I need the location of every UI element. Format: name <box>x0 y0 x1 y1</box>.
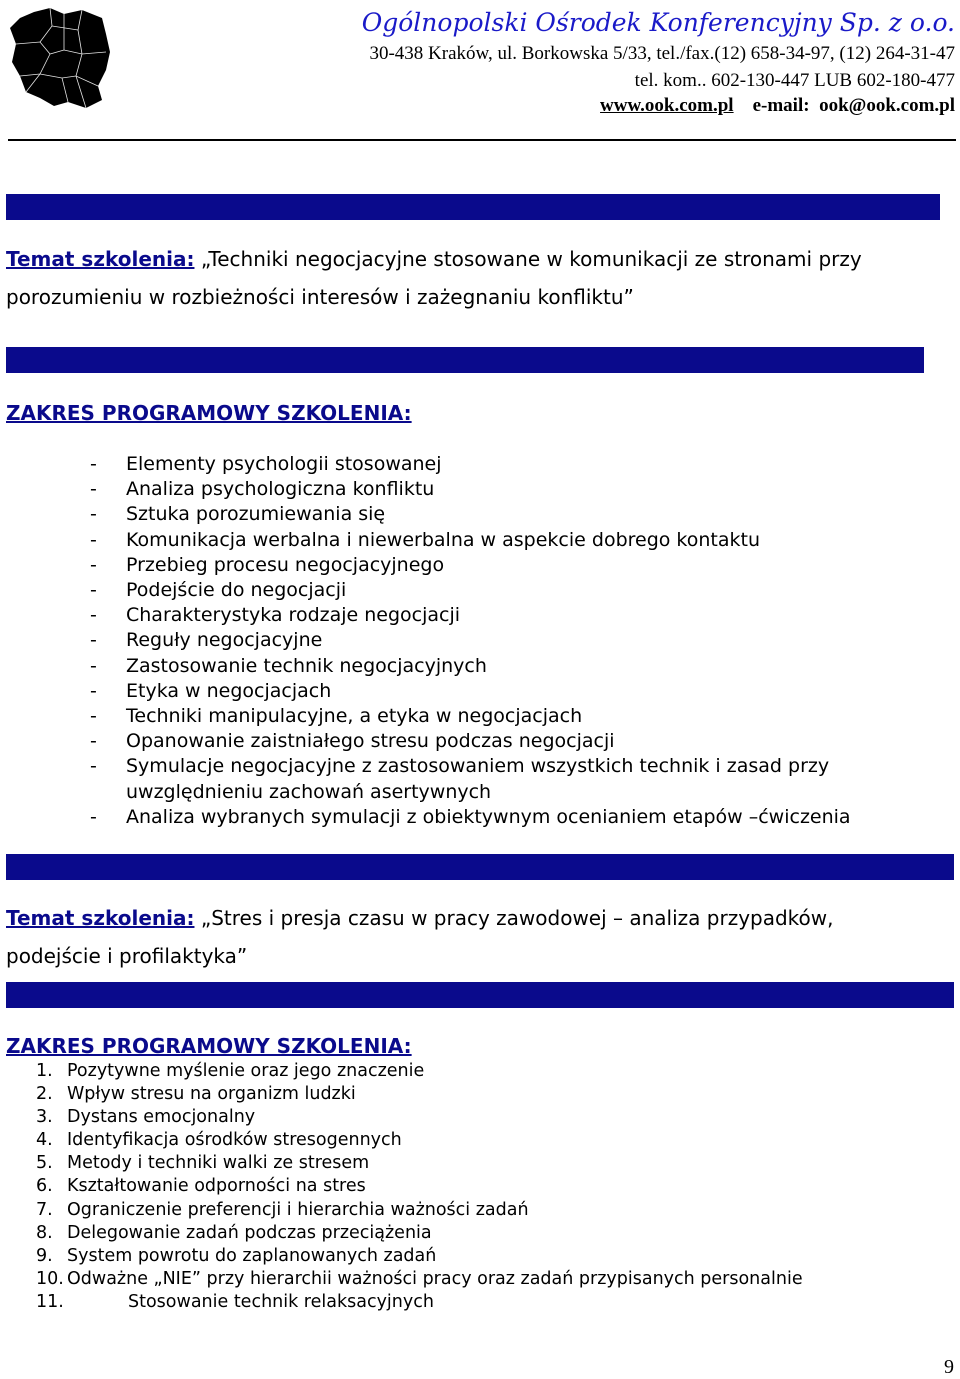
list-item-text: Zastosowanie technik negocjacyjnych <box>126 654 487 677</box>
list-item <box>90 603 950 628</box>
list-item-text: Reguły negocjacyjne <box>126 629 323 652</box>
blue-divider-bar <box>6 982 954 1008</box>
dash-bullet: - <box>90 453 97 475</box>
list-item-text: Kształtowanie odporności na stres <box>67 1176 366 1197</box>
list-item <box>36 1152 936 1175</box>
list-item-text: Podejście do negocjacji <box>126 579 347 602</box>
dash-bullet: - <box>90 679 97 702</box>
dash-bullet: - <box>90 654 97 677</box>
program-scope-heading: ZAKRES PROGRAMOWY SZKOLENIA: <box>6 1034 412 1058</box>
list-item-text: Odważne „NIE” przy hierarchii ważności pracy oraz zadań przypisanych personalnie <box>67 1268 803 1289</box>
list-item-number: 3. <box>36 1107 53 1128</box>
list-item <box>90 654 950 679</box>
dash-bullet: - <box>90 503 97 526</box>
list-item <box>90 805 950 830</box>
blue-divider-bar <box>6 194 940 220</box>
list-item <box>36 1222 936 1245</box>
list-item <box>36 1083 936 1106</box>
list-item <box>36 1175 936 1198</box>
dash-bullet: - <box>90 553 97 576</box>
list-item <box>36 1129 936 1152</box>
email-address[interactable]: ook@ook.com.pl <box>819 95 955 116</box>
list-item-number: 4. <box>36 1130 53 1151</box>
list-item-text: Elementy psychologii stosowanej <box>126 453 442 475</box>
list-item-text: Analiza wybranych symulacji z obiektywnym ocenianiem etapów –ćwiczenia <box>126 805 851 828</box>
topic-label: Temat szkolenia: <box>6 247 195 271</box>
header-address: 30-438 Kraków, ul. Borkowska 5/33, tel./fax.(12) 658-34-97, (12) 264-31-47 <box>369 43 955 64</box>
header-contact-line <box>300 95 955 117</box>
website-link[interactable]: www.ook.com.pl <box>600 95 734 116</box>
list-item <box>90 704 950 729</box>
list-item-number: 11. <box>36 1291 64 1312</box>
blue-divider-bar <box>6 854 954 880</box>
list-item-text: Delegowanie zadań podczas przeciążenia <box>67 1222 432 1243</box>
list-item-text: Przebieg procesu negocjacyjnego <box>126 553 445 576</box>
dash-bullet: - <box>90 604 97 627</box>
list-item-text: Techniki manipulacyjne, a etyka w negocjacjach <box>126 705 583 728</box>
page-number: 9 <box>944 1356 954 1378</box>
list-item-number: 9. <box>36 1245 53 1266</box>
topic-2 <box>6 899 834 975</box>
list-item-number: 2. <box>36 1084 53 1105</box>
list-item <box>90 452 950 477</box>
list-item-text: Charakterystyka rodzaje negocjacji <box>126 604 461 627</box>
list-item <box>90 729 950 754</box>
list-item <box>36 1106 936 1129</box>
list-item-text: Stosowanie technik relaksacyjnych <box>128 1291 434 1312</box>
list-item-text: Wpływ stresu na organizm ludzki <box>67 1084 356 1105</box>
list-item-text: Opanowanie zaistniałego stresu podczas negocjacji <box>126 730 615 753</box>
list-item <box>90 502 950 527</box>
list-item-text: Identyfikacja ośrodków stresogennych <box>67 1130 402 1151</box>
list-item <box>90 477 950 502</box>
program-list-2 <box>36 1060 936 1314</box>
dash-bullet: - <box>90 528 97 551</box>
list-item-number: 5. <box>36 1153 53 1174</box>
list-item-text: Analiza psychologiczna konfliktu <box>126 478 435 501</box>
list-item-number: 1. <box>36 1061 53 1081</box>
dash-bullet: - <box>90 730 97 753</box>
list-item <box>36 1268 936 1291</box>
header-phone: tel. kom.. 602-130-447 LUB 602-180-477 <box>634 70 955 91</box>
topic-label: Temat szkolenia: <box>6 906 195 930</box>
list-item <box>36 1060 936 1083</box>
list-item-text: Etyka w negocjacjach <box>126 679 332 702</box>
list-item <box>90 553 950 578</box>
list-item <box>36 1245 936 1268</box>
list-item-text: Dystans emocjonalny <box>67 1107 256 1128</box>
list-item-text: Metody i techniki walki ze stresem <box>67 1153 370 1174</box>
organization-name: Ogólnopolski Ośrodek Konferencyjny Sp. z o.o. <box>361 8 955 37</box>
topic-1 <box>6 240 862 316</box>
topic-title-line2: podejście i profilaktyka” <box>6 944 248 968</box>
list-item-text: System powrotu do zaplanowanych zadań <box>67 1245 437 1266</box>
list-item-number: 6. <box>36 1176 53 1197</box>
list-item-text: Symulacje negocjacyjne z zastosowaniem wszystkich technik i zasad przy uwzględnieniu zachowań asertywnych <box>126 755 830 803</box>
list-item <box>90 628 950 653</box>
list-item-text: Sztuka porozumiewania się <box>126 503 386 526</box>
list-item <box>36 1291 936 1314</box>
blue-divider-bar <box>6 347 924 373</box>
list-item-text: Pozytywne myślenie oraz jego znaczenie <box>67 1061 425 1081</box>
list-item <box>90 528 950 553</box>
list-item-text: Komunikacja werbalna i niewerbalna w aspekcie dobrego kontaktu <box>126 528 761 551</box>
email-label: e-mail: <box>752 95 810 116</box>
dash-bullet: - <box>90 705 97 728</box>
dash-bullet: - <box>90 478 97 501</box>
list-item <box>36 1199 936 1222</box>
poland-map-logo <box>6 4 114 112</box>
list-item <box>90 754 950 804</box>
program-list-1 <box>90 452 950 830</box>
list-item-text: Ograniczenie preferencji i hierarchia ważności zadań <box>67 1199 529 1220</box>
list-item <box>90 578 950 603</box>
dash-bullet: - <box>90 805 97 828</box>
topic-title-line1: „Techniki negocjacyjne stosowane w komunikacji ze stronami przy <box>194 247 862 271</box>
list-item-number: 8. <box>36 1222 53 1243</box>
dash-bullet: - <box>90 755 97 778</box>
list-item <box>90 679 950 704</box>
dash-bullet: - <box>90 579 97 602</box>
topic-title-line1: „Stres i presja czasu w pracy zawodowej – analiza przypadków, <box>194 906 834 930</box>
program-scope-heading: ZAKRES PROGRAMOWY SZKOLENIA: <box>6 401 412 425</box>
list-item-number: 10. <box>36 1268 64 1289</box>
list-item-number: 7. <box>36 1199 53 1220</box>
topic-title-line2: porozumieniu w rozbieżności interesów i zażegnaniu konfliktu” <box>6 285 634 309</box>
dash-bullet: - <box>90 629 97 652</box>
header-divider <box>8 139 956 141</box>
